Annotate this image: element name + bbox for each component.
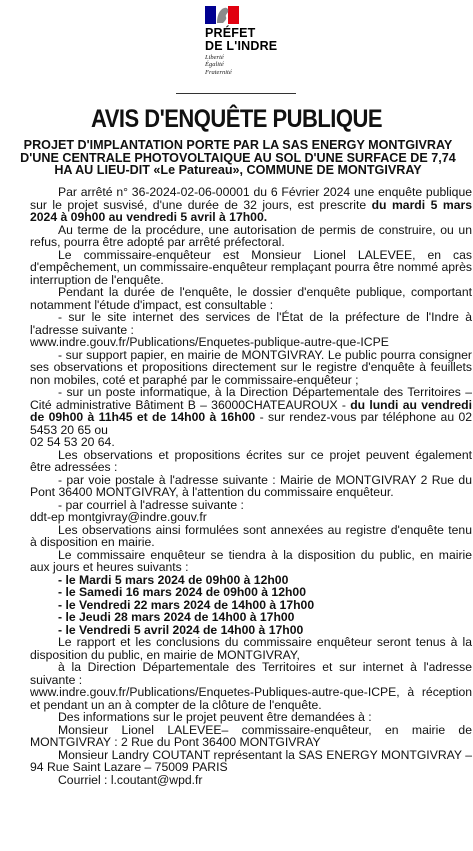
ddt-phone-2: 02 54 53 20 64.: [30, 435, 115, 449]
arrete-text: Par arrêté n° 36-2024-02-06-00001 du 6 Février 2024 une enquête publique sur le projet susvisé, d'une durée de 32 jours, est prescrite: [30, 185, 472, 212]
prefecture-header: [0, 0, 473, 90]
marianne-logo-icon: [205, 6, 239, 24]
paragraph-courriel: - par courriel à l'adresse suivante :: [58, 497, 244, 512]
paragraph-voie-postale: - par voie postale à l'adresse suivante : Mairie de MONTGIVRAY 2 Rue du Pont 36400 MONTGIVRAY, à l'attention du commissaire enquêteur.: [30, 472, 472, 499]
paragraph-site-internet: - sur le site internet des services de l'État de la préfecture de l'Indre à l'adresse suivante :: [30, 310, 472, 337]
prefecture-name-line2: DE L'INDRE: [205, 39, 278, 53]
motto-fraternite: Fraternité: [205, 68, 232, 76]
motto-liberte: Liberté: [205, 54, 224, 61]
paragraph-rapport: Le rapport et les conclusions du commissaire enquêteur seront tenus à la disposition du public, en mairie de MONTGIVRAY,: [30, 635, 472, 662]
contact-representant: Monsieur Landry COUTANT représentant la SAS ENERGY MONTGIVRAY – 94 Rue Saint Lazare – 75009 PARIS: [30, 747, 472, 774]
permanence-slot: - le Mardi 5 mars 2024 de 09h00 à 12h00: [58, 572, 289, 587]
paragraph-observations: Les observations et propositions écrites sur ce projet peuvent également être adressées :: [30, 447, 472, 474]
paragraph-poste-informatique: [30, 386, 472, 436]
paragraph-consultation: Pendant la durée de l'enquête, le dossier d'enquête publique, comportant notamment l'étude d'impact, est consultable :: [30, 285, 472, 312]
ddt-hours: du lundi au vendredi de 09h00 à 11h45 et de 14h00 à 16h00: [30, 397, 472, 424]
email-ddt: ddt-ep montgivray@indre.gouv.fr: [30, 510, 207, 524]
paragraph-procedure: Au terme de la procédure, une autorisation de permis de construire, ou un refus, pourra être adopté par arrêté préfectoral.: [30, 222, 472, 249]
url-prefecture-1: www.indre.gouv.fr/Publications/Enquetes-publique-autre-que-ICPE: [30, 335, 389, 349]
permanence-slot: - le Samedi 16 mars 2024 de 09h00 à 12h00: [58, 585, 306, 599]
permanence-slot: - le Vendredi 5 avril 2024 de 14h00 à 17h00: [58, 622, 304, 637]
paragraph-support-papier: - sur support papier, en mairie de MONTGIVRAY. Le public pourra consigner ses observations et propositions directement sur le registre d'enquête à feuillets non mobiles, coté et paraphé par le commissaire-enquêteur ;: [30, 347, 472, 387]
enquete-dates: du mardi 5 mars 2024 à 09h00 au vendredi 5 avril à 17h00.: [30, 197, 472, 224]
url-prefecture-2: www.indre.gouv.fr/Publications/Enquetes-Publiques-autre-que-ICPE, à réception et pendant un an à compter de la clôture de l'enquête.: [30, 685, 472, 712]
paragraph-annexees: Les observations ainsi formulées sont annexées au registre d'enquête tenu à disposition en mairie.: [30, 522, 472, 549]
paragraph-ddt-internet: à la Direction Départementale des Territoires et sur internet à l'adresse suivante :: [30, 660, 472, 687]
ddt-address: - sur un poste informatique, à la Direction Départementale des Territoires – Cité administrative Bâtiment B – 36000CHATEAUROUX -: [30, 385, 472, 412]
republic-motto: [205, 54, 232, 76]
permanence-slot: - le Vendredi 22 mars 2024 de 14h00 à 17h00: [58, 597, 315, 612]
prefecture-name-line1: PRÉFET: [205, 26, 256, 40]
paragraph-commissaire: Le commissaire-enquêteur est Monsieur Lionel LALEVEE, en cas d'empêchement, un commissaire-enquêteur remplaçant pourra être nommé après interruption de l'enquête.: [30, 247, 472, 287]
notice-title: AVIS D'ENQUÊTE PUBLIQUE: [91, 105, 382, 133]
notice-body: [30, 186, 472, 786]
paragraph-arrete: [30, 186, 472, 224]
motto-egalite: Égalité: [205, 61, 224, 69]
paragraph-permanences: Le commissaire enquêteur se tiendra à la disposition du public, en mairie aux jours et heures suivants :: [30, 547, 472, 574]
header-divider: [176, 93, 296, 94]
contact-commissaire: Monsieur Lionel LALEVEE– commissaire-enquêteur, en mairie de MONTGIVRAY : 2 Rue du Pont 36400 MONTGIVRAY: [30, 722, 472, 749]
permanence-slot: - le Jeudi 28 mars 2024 de 14h00 à 17h00: [58, 610, 295, 624]
ddt-phone: - sur rendez-vous par téléphone au 02 5453 20 65 ou: [30, 410, 473, 437]
contact-email: Courriel : l.coutant@wpd.fr: [58, 772, 203, 787]
paragraph-informations: Des informations sur le projet peuvent être demandées à :: [58, 710, 372, 724]
notice-subject: PROJET D'IMPLANTATION PORTE PAR LA SAS ENERGY MONTGIVRAY D'UNE CENTRALE PHOTOVOLTAIQUE AU SOL D'UNE SURFACE DE 7,74 HA AU LIEU-DIT «Le Patureau», COMMUNE DE MONTGIVRAY: [20, 138, 456, 178]
